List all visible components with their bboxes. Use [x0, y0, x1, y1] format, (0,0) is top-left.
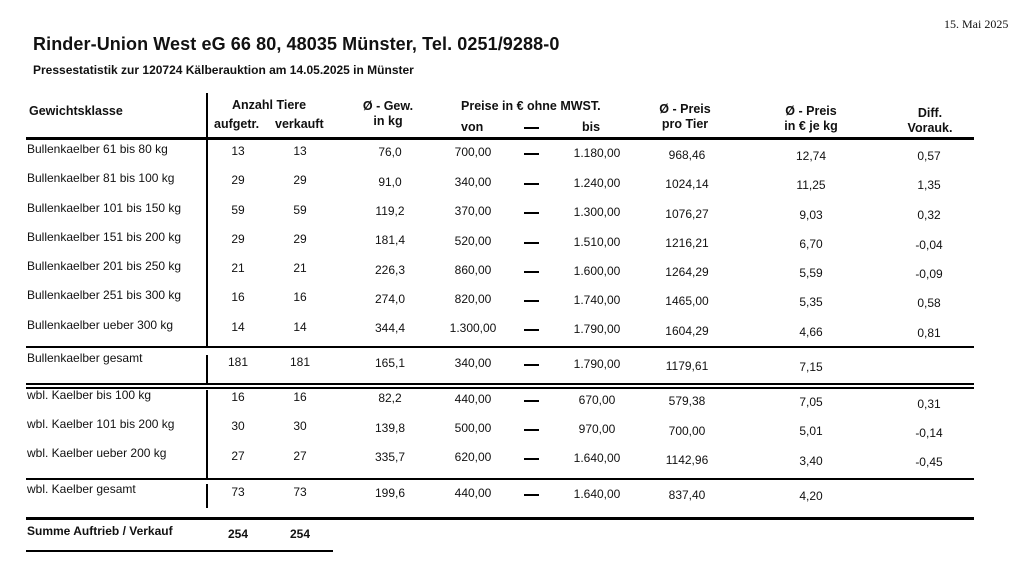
header-gewicht-line1: Ø - Gew.	[362, 99, 414, 113]
cell-verkauft: 73	[293, 485, 307, 499]
cell-verkauft: 13	[293, 144, 307, 158]
cell-bis: 670,00	[578, 393, 616, 407]
range-dash	[524, 300, 539, 302]
cell-von: 500,00	[454, 421, 492, 435]
header-preise: Preise in € ohne MWST.	[461, 99, 601, 113]
range-dash	[524, 212, 539, 214]
cell-preis-kg: 12,74	[795, 149, 827, 163]
cell-aufgetr: 16	[231, 290, 245, 304]
cell-bis: 1.640,00	[573, 487, 621, 501]
rule-before-summe	[26, 517, 974, 520]
header-diff-line1: Diff.	[917, 106, 943, 120]
cell-bis: 1.300,00	[573, 205, 621, 219]
header-diff-line2: Vorauk.	[907, 121, 953, 135]
cell-preis-kg: 11,25	[796, 178, 826, 192]
cell-diff: 0,58	[917, 296, 941, 310]
header-bis: bis	[582, 120, 601, 134]
header-dash	[524, 127, 539, 129]
header-von: von	[461, 120, 484, 134]
row-label: wbl. Kaelber ueber 200 kg	[27, 446, 167, 460]
cell-verkauft: 27	[293, 449, 307, 463]
cell-preis-kg: 3,40	[799, 454, 823, 468]
cell-aufgetr: 29	[231, 232, 245, 246]
row-label: Bullenkaelber 251 bis 300 kg	[27, 288, 182, 302]
cell-bis: 1.790,00	[573, 357, 621, 371]
cell-von: 700,00	[454, 145, 492, 159]
cell-bis: 1.510,00	[573, 235, 621, 249]
cell-aufgetr: 59	[231, 203, 245, 217]
cell-preis-kg: 4,20	[799, 489, 823, 503]
cell-aufgetr: 73	[231, 485, 245, 499]
cell-verkauft: 21	[293, 261, 307, 275]
cell-verkauft: 181	[289, 355, 311, 369]
cell-verkauft: 16	[293, 290, 307, 304]
header-rule	[26, 137, 974, 140]
rule-after-bullen-gesamt-2	[26, 387, 974, 389]
row-label: wbl. Kaelber bis 100 kg	[27, 388, 152, 402]
rule-after-summe	[26, 550, 333, 552]
cell-preis-kg: 7,15	[799, 360, 823, 374]
row-label: Bullenkaelber 101 bis 150 kg	[27, 201, 182, 215]
cell-von: 440,00	[454, 486, 492, 500]
cell-bis: 1.790,00	[573, 322, 621, 336]
cell-diff: 0,31	[917, 397, 941, 411]
row-label: Bullenkaelber 151 bis 200 kg	[27, 230, 182, 244]
cell-von: 820,00	[454, 292, 492, 306]
vertical-divider-wbl	[206, 390, 208, 478]
vertical-divider-top	[206, 93, 208, 346]
cell-aufgetr: 181	[227, 355, 249, 369]
cell-gewicht: 274,0	[374, 292, 406, 306]
cell-diff: -0,09	[915, 267, 943, 281]
cell-gewicht: 139,8	[374, 421, 406, 435]
cell-diff: -0,45	[915, 455, 943, 469]
cell-preis-kg: 9,03	[799, 208, 823, 222]
cell-preis-kg: 5,35	[799, 295, 823, 309]
cell-preis-tier: 700,00	[668, 424, 706, 438]
header-aufgetr: aufgetr.	[214, 117, 260, 131]
cell-von: 340,00	[454, 175, 492, 189]
cell-verkauft: 14	[293, 320, 307, 334]
cell-preis-tier: 1142,96	[665, 453, 709, 467]
cell-preis-tier: 968,46	[668, 148, 706, 162]
document-date: 15. Mai 2025	[944, 17, 1009, 31]
cell-diff: -0,04	[915, 238, 943, 252]
cell-preis-kg: 7,05	[799, 395, 823, 409]
vertical-divider-mid	[206, 355, 208, 383]
cell-diff: 0,81	[917, 326, 941, 340]
cell-aufgetr: 14	[231, 320, 245, 334]
cell-diff: 0,57	[917, 149, 941, 163]
rule-after-bullen-gesamt-1	[26, 383, 974, 385]
cell-diff: 0,32	[917, 208, 941, 222]
cell-von: 370,00	[454, 204, 492, 218]
header-gewicht-line2: in kg	[373, 114, 403, 128]
rule-before-bullen-gesamt	[26, 346, 974, 348]
cell-gewicht: 91,0	[378, 175, 402, 189]
cell-preis-tier: 1076,27	[665, 207, 709, 221]
range-dash	[524, 458, 539, 460]
row-label: Bullenkaelber 201 bis 250 kg	[27, 259, 182, 273]
cell-gewicht: 344,4	[374, 321, 406, 335]
cell-preis-kg: 4,66	[799, 325, 823, 339]
cell-von: 520,00	[454, 234, 492, 248]
cell-aufgetr: 27	[231, 449, 245, 463]
header-anzahl-tiere: Anzahl Tiere	[232, 98, 307, 112]
cell-diff: -0,14	[915, 426, 943, 440]
cell-verkauft: 29	[293, 232, 307, 246]
cell-aufgetr: 16	[231, 390, 245, 404]
cell-gewicht: 335,7	[374, 450, 406, 464]
cell-aufgetr: 21	[231, 261, 245, 275]
range-dash	[524, 364, 539, 366]
cell-aufgetr: 30	[231, 419, 245, 433]
cell-bis: 1.600,00	[573, 264, 621, 278]
cell-bis: 1.180,00	[573, 146, 621, 160]
range-dash	[524, 429, 539, 431]
cell-gewicht: 76,0	[378, 145, 402, 159]
row-label: wbl. Kaelber gesamt	[27, 482, 136, 496]
header-verkauft: verkauft	[275, 117, 324, 131]
cell-verkauft: 16	[293, 390, 307, 404]
cell-bis: 970,00	[578, 422, 616, 436]
header-gewichtsklasse: Gewichtsklasse	[29, 104, 123, 118]
cell-aufgetr: 29	[231, 173, 245, 187]
cell-preis-tier: 1024,14	[665, 177, 709, 191]
cell-preis-tier: 837,40	[668, 488, 706, 502]
cell-preis-tier: 1179,61	[665, 359, 709, 373]
cell-preis-kg: 5,59	[799, 266, 823, 280]
row-label: Bullenkaelber 61 bis 80 kg	[27, 142, 168, 156]
cell-gewicht: 226,3	[374, 263, 406, 277]
document-title: Rinder-Union West eG 66 80, 48035 Münster, Tel. 0251/9288-0	[33, 34, 560, 54]
cell-gewicht: 165,1	[374, 356, 406, 370]
row-label: wbl. Kaelber 101 bis 200 kg	[27, 417, 175, 431]
vertical-divider-bottom	[206, 484, 208, 508]
row-label: Bullenkaelber gesamt	[27, 351, 143, 365]
range-dash	[524, 494, 539, 496]
range-dash	[524, 242, 539, 244]
header-preis-tier-line2: pro Tier	[661, 117, 709, 131]
range-dash	[524, 271, 539, 273]
summe-label: Summe Auftrieb / Verkauf	[27, 524, 173, 538]
cell-preis-tier: 1465,00	[665, 294, 709, 308]
cell-preis-tier: 1604,29	[665, 324, 709, 338]
cell-von: 620,00	[454, 450, 492, 464]
range-dash	[524, 329, 539, 331]
row-label: Bullenkaelber 81 bis 100 kg	[27, 171, 175, 185]
header-preis-kg-line2: in € je kg	[784, 119, 838, 133]
cell-bis: 1.740,00	[573, 293, 621, 307]
header-preis-kg-line1: Ø - Preis	[785, 104, 837, 118]
cell-preis-tier: 579,38	[668, 394, 706, 408]
cell-gewicht: 82,2	[378, 391, 402, 405]
cell-von: 860,00	[454, 263, 492, 277]
rule-before-wbl-gesamt	[26, 478, 974, 480]
range-dash	[524, 400, 539, 402]
cell-diff: 1,35	[917, 178, 941, 192]
range-dash	[524, 153, 539, 155]
cell-von: 1.300,00	[449, 321, 497, 335]
cell-gewicht: 199,6	[374, 486, 406, 500]
cell-verkauft: 30	[293, 419, 307, 433]
row-label: Bullenkaelber ueber 300 kg	[27, 318, 174, 332]
cell-preis-tier: 1216,21	[665, 236, 709, 250]
header-preis-tier-line1: Ø - Preis	[659, 102, 711, 116]
cell-aufgetr: 13	[231, 144, 245, 158]
cell-gewicht: 181,4	[374, 233, 406, 247]
cell-bis: 1.640,00	[573, 451, 621, 465]
cell-preis-tier: 1264,29	[665, 265, 709, 279]
range-dash	[524, 183, 539, 185]
summe-aufgetr: 254	[227, 527, 249, 541]
cell-von: 340,00	[454, 356, 492, 370]
cell-preis-kg: 5,01	[799, 424, 823, 438]
cell-von: 440,00	[454, 392, 492, 406]
cell-verkauft: 29	[293, 173, 307, 187]
cell-bis: 1.240,00	[573, 176, 621, 190]
document-subtitle: Pressestatistik zur 120724 Kälberauktion am 14.05.2025 in Münster	[33, 63, 414, 77]
cell-preis-kg: 6,70	[799, 237, 823, 251]
cell-gewicht: 119,2	[375, 204, 405, 218]
cell-verkauft: 59	[293, 203, 307, 217]
summe-verkauft: 254	[289, 527, 311, 541]
